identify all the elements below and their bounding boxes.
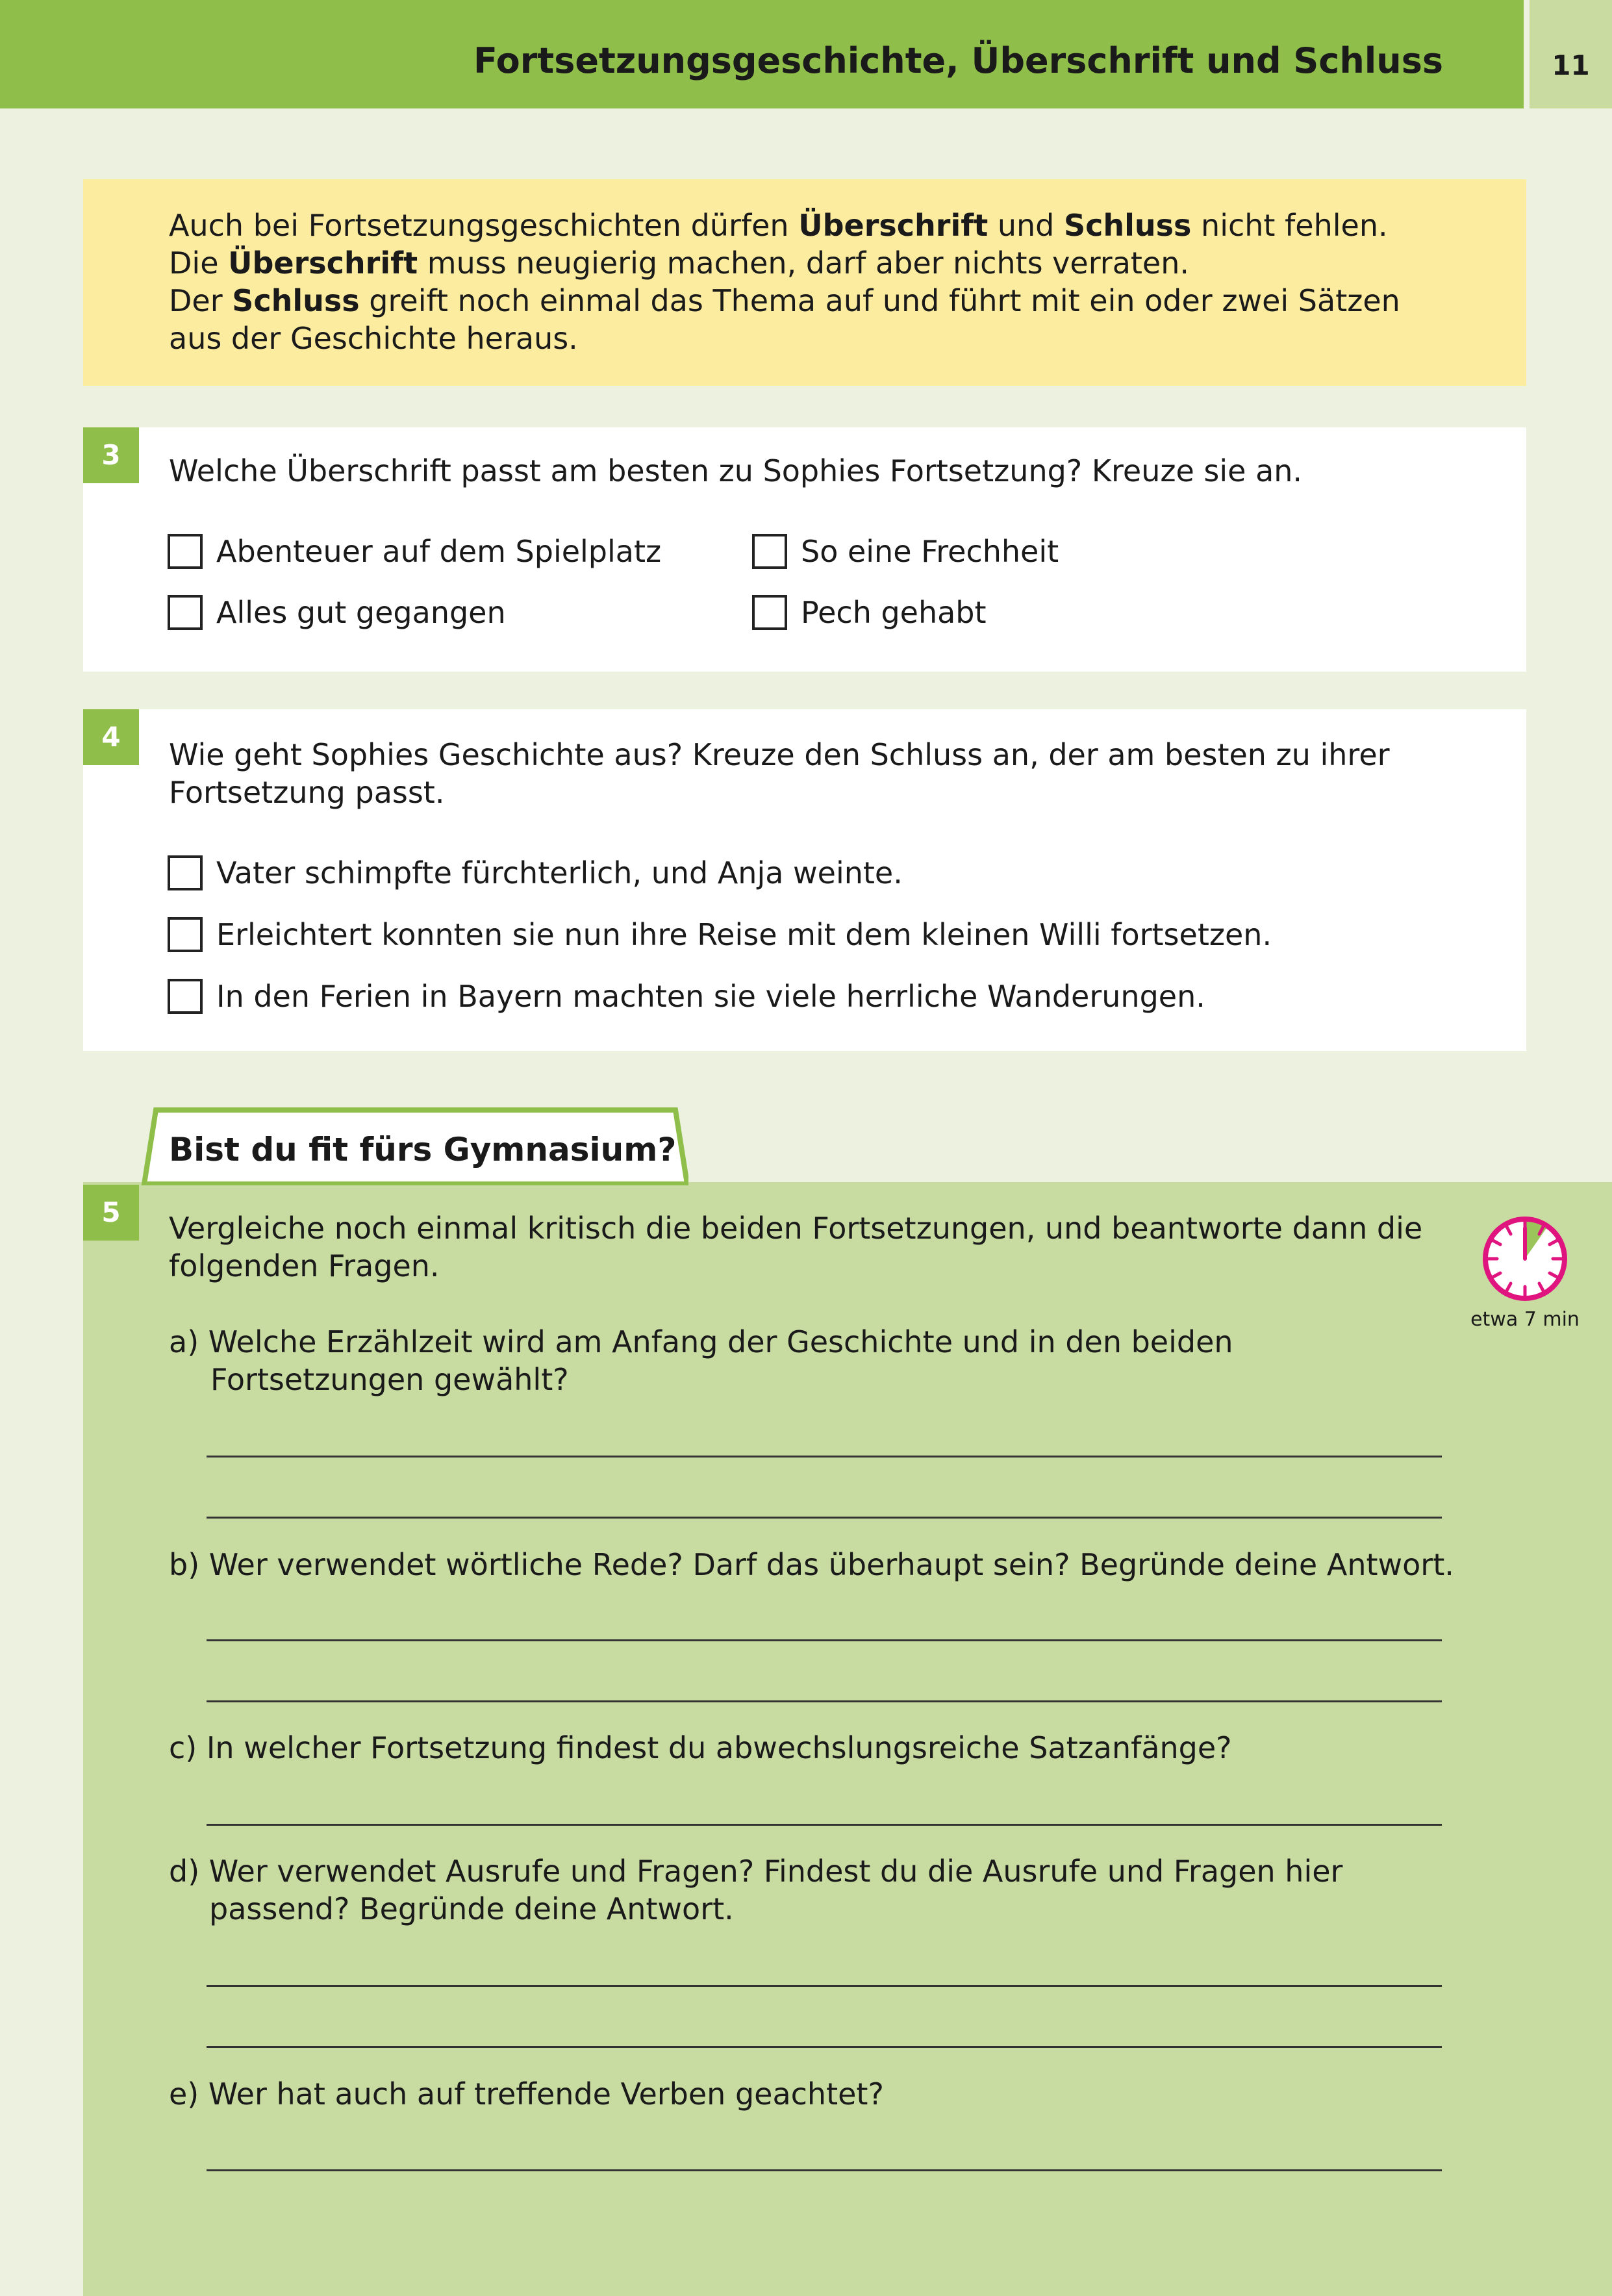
task-number-5: 5 xyxy=(83,1185,139,1241)
question-e: e) Wer hat auch auf treffende Verben geachtet? xyxy=(169,2076,884,2112)
question-d xyxy=(169,1852,1342,1928)
answer-line-d2[interactable] xyxy=(207,2046,1442,2048)
info-line-1: Auch bei Fortsetzungsgeschichten dürfen Überschrift und Schluss nicht fehlen. xyxy=(169,208,1388,243)
answer-line-e1[interactable] xyxy=(207,2169,1442,2171)
task-number-3: 3 xyxy=(83,427,139,483)
info-line-3: Der Schluss greift noch einmal das Thema auf und führt mit ein oder zwei Sätzen xyxy=(169,283,1400,318)
checkbox-option-1[interactable] xyxy=(168,534,203,569)
clock-icon xyxy=(1480,1214,1570,1304)
option-label: Pech gehabt xyxy=(801,595,987,630)
page-number: 11 xyxy=(1552,49,1590,81)
question-d-line-2: passend? Begründe deine Antwort. xyxy=(209,1891,734,1926)
checkbox-option-2[interactable] xyxy=(752,534,787,569)
answer-line-b2[interactable] xyxy=(207,1700,1442,1702)
section-tab-title: Bist du fit fürs Gymnasium? xyxy=(169,1131,677,1168)
answer-line-a1[interactable] xyxy=(207,1456,1442,1457)
ending-label: Vater schimpfte fürchterlich, und Anja weinte. xyxy=(216,855,903,890)
option-label: Abenteuer auf dem Spielplatz xyxy=(216,534,662,569)
question-b: b) Wer verwendet wörtliche Rede? Darf das überhaupt sein? Begründe deine Antwort. xyxy=(169,1547,1454,1582)
answer-line-d1[interactable] xyxy=(207,1985,1442,1987)
checkbox-option-3[interactable] xyxy=(168,595,203,630)
info-text xyxy=(169,207,1494,357)
ending-label: In den Ferien in Bayern machten sie viele herrliche Wanderungen. xyxy=(216,979,1205,1014)
checkbox-ending-2[interactable] xyxy=(168,917,203,952)
task-number-4: 4 xyxy=(83,709,139,765)
answer-line-b1[interactable] xyxy=(207,1639,1442,1641)
checkbox-ending-3[interactable] xyxy=(168,979,203,1014)
info-line-2: Die Überschrift muss neugierig machen, darf aber nichts verraten. xyxy=(169,246,1190,281)
task-5-intro xyxy=(169,1209,1422,1285)
task-3-question: Welche Überschrift passt am besten zu Sophies Fortsetzung? Kreuze sie an. xyxy=(169,453,1303,488)
question-a-line-1: a) Welche Erzählzeit wird am Anfang der Geschichte und in den beiden xyxy=(169,1324,1233,1359)
task-4-question-line-2: Fortsetzung passt. xyxy=(169,775,445,810)
task-4-question xyxy=(169,736,1390,811)
task-4-question-line-1: Wie geht Sophies Geschichte aus? Kreuze den Schluss an, der am besten zu ihrer xyxy=(169,737,1390,772)
checkbox-option-4[interactable] xyxy=(752,595,787,630)
task-5-intro-line-1: Vergleiche noch einmal kritisch die beiden Fortsetzungen, und beantworte dann die xyxy=(169,1211,1423,1246)
page-title: Fortsetzungsgeschichte, Überschrift und Schluss xyxy=(473,40,1443,81)
answer-line-a2[interactable] xyxy=(207,1517,1442,1519)
answer-line-c1[interactable] xyxy=(207,1824,1442,1826)
question-d-line-1: d) Wer verwendet Ausrufe und Fragen? Findest du die Ausrufe und Fragen hier xyxy=(169,1854,1343,1889)
info-line-4: aus der Geschichte heraus. xyxy=(169,321,578,356)
question-a-line-2: Fortsetzungen gewählt? xyxy=(210,1362,569,1397)
option-label: So eine Frechheit xyxy=(801,534,1059,569)
ending-label: Erleichtert konnten sie nun ihre Reise mit dem kleinen Willi fortsetzen. xyxy=(216,917,1272,952)
checkbox-ending-1[interactable] xyxy=(168,855,203,890)
task-5-intro-line-2: folgenden Fragen. xyxy=(169,1248,440,1283)
time-label: etwa 7 min xyxy=(1470,1308,1580,1331)
option-label: Alles gut gegangen xyxy=(216,595,506,630)
question-c: c) In welcher Fortsetzung findest du abwechslungsreiche Satzanfänge? xyxy=(169,1730,1232,1765)
question-a xyxy=(169,1323,1233,1398)
